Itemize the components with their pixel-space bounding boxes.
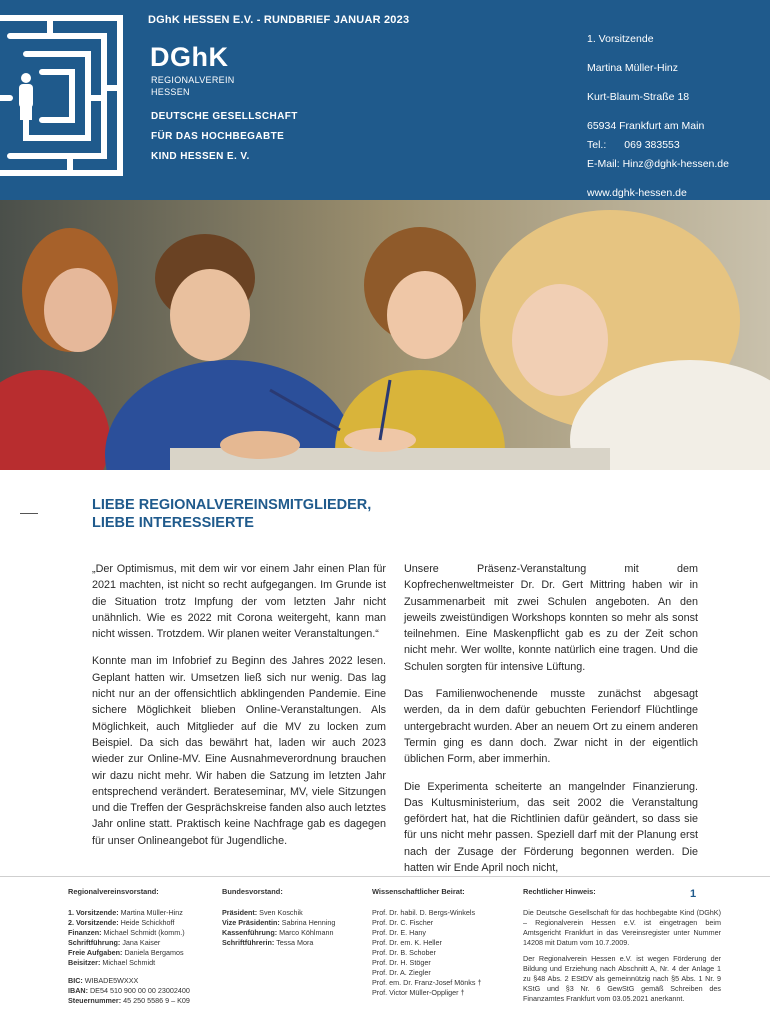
phone-number: 069 383553 [624, 139, 680, 151]
footer-row-value: Michael Schmidt [102, 958, 156, 967]
footer-regional-board [68, 887, 218, 1006]
footer-row [68, 908, 218, 918]
headline-line: LIEBE REGIONALVEREINSMITGLIEDER, [92, 497, 372, 513]
footer [0, 876, 770, 1024]
footer-row-value: Daniela Bergamos [124, 948, 184, 957]
footer-row: Prof. Dr. B. Schober [372, 948, 436, 957]
footer-row-label: 1. Vorsitzende: [68, 908, 119, 917]
contact-name: Martina Müller-Hinz [587, 62, 679, 74]
brand-subtitle-line: REGIONALVEREIN [151, 75, 235, 85]
footer-row-value: Martina Müller-Hinz [120, 908, 183, 917]
organization-name-line: DEUTSCHE GESELLSCHAFT [151, 111, 298, 122]
footer-row-label: Freie Aufgaben: [68, 948, 123, 957]
footer-row: Prof. em. Dr. Franz-Josef Mönks † [372, 978, 482, 987]
legal-paragraph: Die Deutsche Gesellschaft für das hochbegabte Kind (DGhK) – Regionalverein Hessen e.V. ist eingetragen beim Amtsgericht Frankfurt in das Vereinsregister unter Nummer 14208 mit Datum vom 10.7.2009. [523, 908, 721, 947]
contact-street: Kurt-Blaum-Straße 18 [587, 91, 690, 103]
footer-title: Wissenschaftlicher Beirat: [372, 887, 465, 896]
article-column-right [404, 561, 698, 887]
page-number: 1 [690, 888, 697, 900]
footer-row [222, 908, 367, 918]
article-paragraph: Die Experimenta scheiterte an mangelnder Finanzierung. Das Kultusministerium, das seit 2002 die Veranstaltung gefördert hat, hat die Richtlinien dafür geändert, so dass sie für uns nicht mehr passen. Speziell darf mit der Planung erst nach der Zusage der Förderung begonnen werden. Die hatten wir Ende April noch nicht, [404, 780, 698, 875]
footer-row [68, 976, 218, 986]
brand-subtitle-line: HESSEN [151, 87, 190, 97]
document-title: DGhK HESSEN E.V. - RUNDBRIEF JANUAR 2023 [148, 14, 410, 26]
footer-legal-notice [523, 887, 721, 1010]
footer-row-label: Präsident: [222, 908, 258, 917]
footer-row [222, 938, 367, 948]
maze-logo-icon [0, 8, 136, 188]
footer-row-value: Sven Koschik [259, 908, 303, 917]
footer-row: Prof. Dr. C. Fischer [372, 918, 434, 927]
footer-federal-board [222, 887, 367, 948]
footer-row-value: Marco Köhlmann [279, 928, 334, 937]
footer-row: Prof. Dr. em. K. Heller [372, 938, 442, 947]
footer-row: Prof. Dr. E. Hany [372, 928, 426, 937]
footer-scientific-board [372, 887, 512, 998]
phone-label: Tel.: [587, 139, 607, 151]
footer-row-label: Schriftführung: [68, 938, 121, 947]
contact-phone [587, 136, 729, 155]
children-photo [0, 200, 770, 470]
footer-row-value: DE54 510 900 00 00 23002400 [89, 986, 190, 995]
footer-row-value: Sabrina Henning [281, 918, 336, 927]
footer-row [68, 918, 218, 928]
margin-dash [20, 513, 38, 514]
footer-row-label: Kassenführung: [222, 928, 278, 937]
footer-row [68, 986, 218, 996]
footer-row: Prof. Victor Müller-Oppliger † [372, 988, 465, 997]
footer-row-value: Jana Kaiser [122, 938, 161, 947]
footer-row-value: Heide Schickhoff [120, 918, 175, 927]
article-paragraph: „Der Optimismus, mit dem wir vor einem Jahr einen Plan für 2021 machten, ist nicht so recht aufgegangen. Im Grunde ist die Situation trotz Impfung der vom letzten Jahr nicht unähnlich. Wie es 2022 mit Corona weitergeht, kann man nicht wissen. Trotzdem. Wir planen weiter Veranstaltungen.“ [92, 563, 386, 641]
footer-row [68, 958, 218, 968]
footer-row-value: 45 250 5586 9 – K09 [123, 996, 190, 1005]
contact-role: 1. Vorsitzende [587, 33, 654, 45]
article-headline [92, 496, 371, 532]
footer-row: Prof. Dr. A. Ziegler [372, 968, 431, 977]
organization-name-line: FÜR DAS HOCHBEGABTE [151, 131, 285, 142]
organization-name [151, 107, 298, 167]
footer-row-value: Michael Schmidt (komm.) [103, 928, 185, 937]
footer-title: Rechtlicher Hinweis: [523, 887, 596, 896]
contact-email-link[interactable]: E-Mail: Hinz@dghk-hessen.de [587, 158, 729, 170]
contact-block [587, 30, 729, 203]
contact-city: 65934 Frankfurt am Main [587, 120, 705, 132]
organization-name-line: KIND HESSEN E. V. [151, 151, 250, 162]
footer-row-label: IBAN: [68, 986, 88, 995]
footer-row: Prof. Dr. habil. D. Bergs-Winkels [372, 908, 476, 917]
footer-row-value: Tessa Mora [276, 938, 314, 947]
footer-row-label: Beisitzer: [68, 958, 101, 967]
footer-row-value: WIBADE5WXXX [84, 976, 139, 985]
headline-line: LIEBE INTERESSIERTE [92, 515, 254, 531]
footer-row-label: Schriftführerin: [222, 938, 275, 947]
contact-website-link[interactable]: www.dghk-hessen.de [587, 187, 687, 199]
footer-title: Bundesvorstand: [222, 887, 283, 896]
footer-row: Prof. Dr. H. Stöger [372, 958, 431, 967]
footer-row [68, 938, 218, 948]
footer-row-label: 2. Vorsitzende: [68, 918, 119, 927]
footer-row-label: Steuernummer: [68, 996, 122, 1005]
footer-row-label: BIC: [68, 976, 83, 985]
brand-name: DGhK [150, 42, 229, 72]
footer-title: Regionalvereinsvorstand: [68, 887, 159, 896]
legal-paragraph: Der Regionalverein Hessen e.V. ist wegen Förderung der Bildung und Erziehung nach Abschnitt A, Nr. 4 der Anlage 1 zu §48 Abs. 2 EStDV als gemeinnützig nach §5 Abs. 1 Nr. 9 KStG und §3 Nr. 6 GewStG gemäß Schreiben des Finanzamtes Frankfurt vom 03.05.2021 anerkannt. [523, 954, 721, 1003]
footer-row [222, 918, 367, 928]
article-column-left [92, 561, 386, 860]
footer-row [68, 996, 218, 1006]
header-banner [0, 0, 770, 200]
article-paragraph: Das Familienwochenende musste zunächst abgesagt werden, da in dem dafür gebuchten Feriendorf Flüchtlinge untergebracht wurden. Aber an neuem Ort zu einem anderen Termin ging es dann doch. Zwar nicht in der eigentlich üblichen Form, aber immerhin. [404, 688, 698, 766]
footer-row-label: Vize Präsidentin: [222, 918, 280, 927]
footer-row [68, 948, 218, 958]
footer-row-label: Finanzen: [68, 928, 102, 937]
brand-subtitle [151, 74, 235, 98]
article-paragraph: Unsere Präsenz-Veranstaltung mit dem Kopfrechenweltmeister Dr. Dr. Gert Mittring haben wir in Zusammenarbeit mit zwei Schulen angeboten. An den jeweils zweistündigen Workshops konnten so mehr als sonst teilnehmen. Eine Maskenpflicht gab es zu der Zeit schon nicht mehr. Wer wollte, konnte natürlich eine tragen. Und die Schulen sorgten für intensive Lüftung. [404, 563, 698, 673]
article-paragraph: Konnte man im Infobrief zu Beginn des Jahres 2022 lesen. Geplant hatten wir. Umsetzen ließ sich nur wenig. Das lag nicht nur an der offensichtlich abklingenden Pandemie. Eine sichere Möglichkeit blieben Online-Veranstaltungen. Als Möglichkeit, auch Mitglieder auf die MV zu locken zum Beispiel. Da sich das bewährt hat, laden wir auch 2023 wieder zur Online-MV. Eine Ausnahmeverordnung brauchen wir dazu nicht mehr. Wir haben die Satzung im letzten Jahr entsprechend verändert. Berateseminar, MV, viele Sitzungen und die Treffen der Gesprächskreise fanden also auch letztes Jahr online statt. Praktisch keine Nachfrage gab es dagegen für unser Onlineangebot für Jugendliche. [92, 655, 386, 847]
footer-row [68, 928, 218, 938]
footer-row [222, 928, 367, 938]
